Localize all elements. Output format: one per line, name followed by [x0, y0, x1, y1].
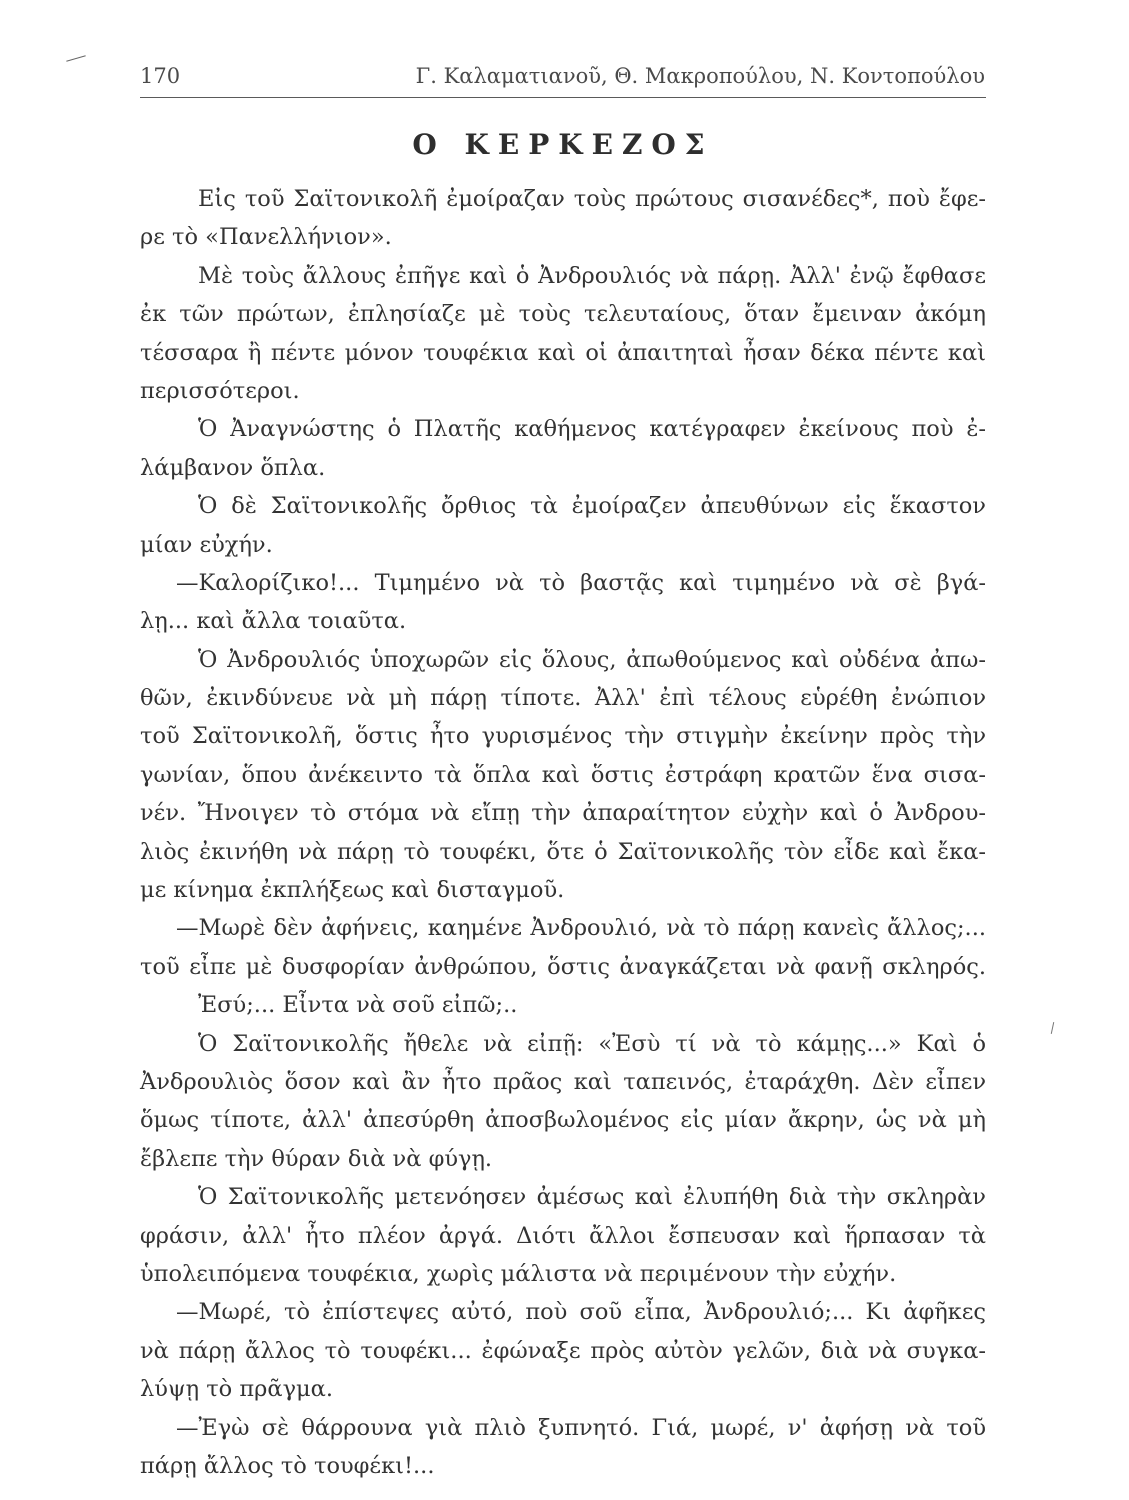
text-line: φράσιν, ἀλλ' ἦτο πλέον ἀργά. Διότι ἄλλοι ἔσπευσαν καὶ ἥρπασαν τὰ — [140, 1222, 986, 1249]
text-line: Εἰς τοῦ Σαϊτονικολῆ ἐμοίραζαν τοὺς πρώτους σισανέδες*, ποὺ ἔφε- — [198, 186, 986, 212]
text-line: τέσσαρα ἢ πέντε μόνον τουφέκια καὶ οἱ ἀπαιτηταὶ ἦσαν δέκα πέντε καὶ — [140, 339, 986, 366]
text-line: —Καλορίζικο!... Τιμημένο νὰ τὸ βαστᾷς καὶ τιμημένο νὰ σὲ βγά- — [176, 569, 986, 596]
text-line: με κίνημα ἐκπλήξεως καὶ δισταγμοῦ. — [140, 877, 565, 904]
text-line: τοῦ εἶπε μὲ δυσφορίαν ἀνθρώπου, ὅστις ἀναγκάζεται νὰ φανῇ σκληρός. — [140, 953, 986, 980]
text-line: θῶν, ἐκινδύνευε νὰ μὴ πάρῃ τίποτε. Ἀλλ' ἐπὶ τέλους εὑρέθη ἐνώπιον — [140, 685, 986, 712]
text-line: Ἀνδρουλιὸς ὅσον καὶ ἂν ἦτο πρᾶος καὶ ταπεινός, ἐταράχθη. Δὲν εἶπεν — [140, 1068, 986, 1095]
text-line: —Ἐγὼ σὲ θάρρουνα γιὰ πλιὸ ξυπνητό. Γιά, μωρέ, ν' ἀφήσῃ νὰ τοῦ — [176, 1414, 986, 1441]
text-line: Ὁ Σαϊτονικολῆς ἤθελε νὰ εἰπῇ: «Ἐσὺ τί νὰ τὸ κάμῃς...» Καὶ ὁ — [198, 1030, 986, 1057]
text-line: λιὸς ἐκινήθη νὰ πάρῃ τὸ τουφέκι, ὅτε ὁ Σαϊτονικολῆς τὸν εἶδε καὶ ἔκα- — [140, 838, 986, 865]
text-line: περισσότεροι. — [140, 377, 300, 404]
text-line: νὰ πάρῃ ἄλλος τὸ τουφέκι... ἐφώναξε πρὸς αὐτὸν γελῶν, διὰ νὰ συγκα- — [140, 1337, 986, 1364]
running-title: Γ. Καλαματιανοῦ, Θ. Μακροπούλου, Ν. Κοντοπούλου — [415, 64, 985, 88]
running-header — [140, 64, 985, 94]
text-line: Ἐσύ;... Εἶντα νὰ σοῦ εἰπῶ;.. — [198, 992, 518, 1019]
margin-pencil-tick — [1051, 1022, 1054, 1034]
text-line: ἔβλεπε τὴν θύραν διὰ νὰ φύγῃ. — [140, 1145, 493, 1172]
text-line: πάρῃ ἄλλος τὸ τουφέκι!... — [140, 1452, 435, 1479]
text-line: —Μωρὲ δὲν ἀφήνεις, καημένε Ἀνδρουλιό, νὰ τὸ πάρῃ κανεὶς ἄλλος;... — [176, 915, 986, 942]
text-line: λύψῃ τὸ πρᾶγμα. — [140, 1376, 333, 1403]
header-rule — [140, 97, 986, 98]
text-line: Ὁ Ἀναγνώστης ὁ Πλατῆς καθήμενος κατέγραφεν ἐκείνους ποὺ ἐ- — [198, 416, 986, 443]
text-line: —Μωρέ, τὸ ἐπίστεψες αὐτό, ποὺ σοῦ εἶπα, Ἀνδρουλιό;... Κι ἀφῆκες — [176, 1299, 986, 1326]
text-line: λῃ... καὶ ἄλλα τοιαῦτα. — [140, 608, 407, 635]
text-line: ὑπολειπόμενα τουφέκια, χωρὶς μάλιστα νὰ περιμένουν τὴν εὐχήν. — [140, 1260, 897, 1287]
body-text — [140, 180, 986, 1485]
chapter-title: Ο ΚΕΡΚΕΖΟΣ — [412, 128, 714, 161]
text-line: γωνίαν, ὅπου ἀνέκειντο τὰ ὅπλα καὶ ὅστις ἐστράφη κρατῶν ἕνα σισα- — [140, 761, 986, 788]
text-line: ἐκ τῶν πρώτων, ἐπλησίαζε μὲ τοὺς τελευταίους, ὅταν ἔμειναν ἀκόμη — [140, 301, 986, 328]
text-line: νέν. Ἤνοιγεν τὸ στόμα νὰ εἴπῃ τὴν ἀπαραίτητον εὐχὴν καὶ ὁ Ἀνδρου- — [140, 800, 986, 827]
margin-pencil-mark — [66, 55, 86, 61]
page-number: 170 — [140, 64, 181, 88]
text-line: Ὁ δὲ Σαϊτονικολῆς ὄρθιος τὰ ἐμοίραζεν ἀπευθύνων εἰς ἕκαστον — [198, 493, 986, 520]
text-line: ρε τὸ «Πανελλήνιον». — [140, 224, 392, 251]
text-line: Μὲ τοὺς ἄλλους ἐπῆγε καὶ ὁ Ἀνδρουλιός νὰ πάρῃ. Ἀλλ' ἐνῷ ἔφθασε — [198, 262, 986, 289]
text-line: τοῦ Σαϊτονικολῆ, ὅστις ἦτο γυρισμένος τὴν στιγμὴν ἐκείνην πρὸς τὴν — [140, 723, 986, 750]
text-line: Ὁ Ἀνδρουλιός ὑποχωρῶν εἰς ὅλους, ἀπωθούμενος καὶ οὐδένα ἀπω- — [198, 646, 986, 673]
text-line: Ὁ Σαϊτονικολῆς μετενόησεν ἀμέσως καὶ ἐλυπήθη διὰ τὴν σκληρὰν — [198, 1184, 986, 1211]
text-line: μίαν εὐχήν. — [140, 531, 273, 558]
text-line: λάμβανον ὅπλα. — [140, 454, 326, 481]
text-line: ὅμως τίποτε, ἀλλ' ἀπεσύρθη ἀποσβωλομένος εἰς μίαν ἄκρην, ὡς νὰ μὴ — [140, 1107, 986, 1134]
